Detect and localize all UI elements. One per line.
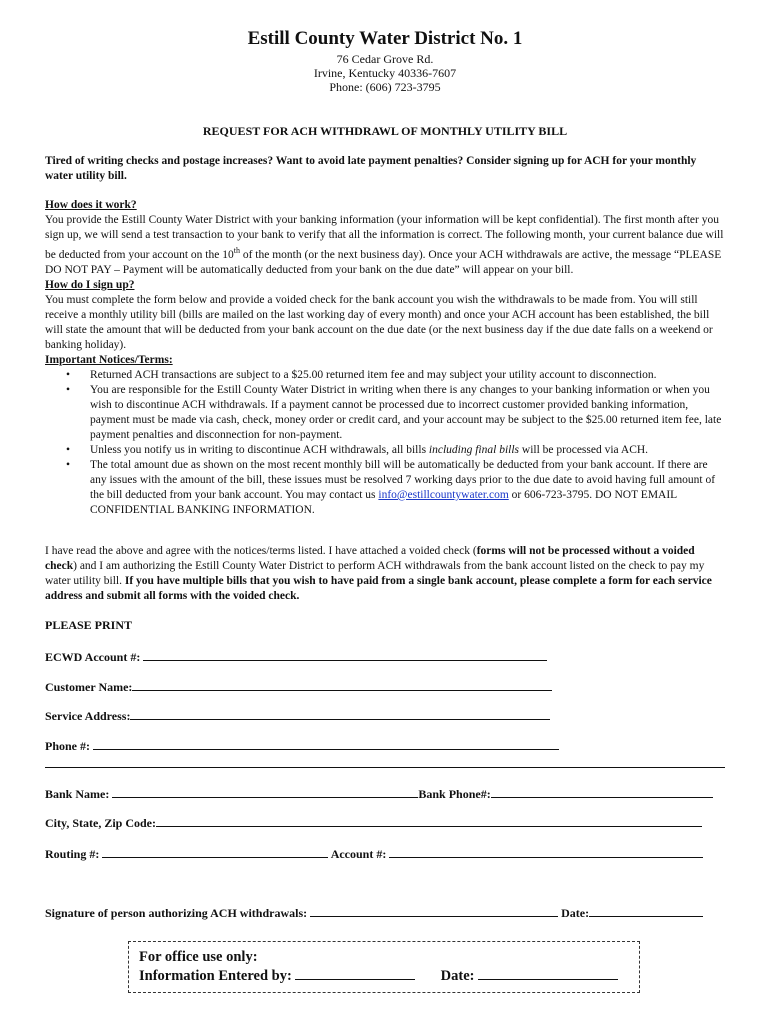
service-address-field[interactable]: Service Address:	[45, 708, 550, 724]
agreement-text: I have read the above and agree with the notices/terms listed. I have attached a voided check (forms will not be processed without a voided check) and I am authorizing the Estill County Water District to perform ACH withdrawals from the bank account listed on the check to pay my water utility bill. If you have multiple bills that you wish to have paid from a single bank account, please complete a form for each service address and submit all forms with the voided check.	[45, 545, 712, 602]
office-date-line[interactable]	[478, 966, 618, 980]
signature-date-line[interactable]	[589, 905, 703, 917]
bank-phone-label: Bank Phone#:	[418, 787, 491, 801]
customer-name-line[interactable]	[132, 679, 552, 691]
please-print-label: PLEASE PRINT	[45, 618, 133, 632]
how-it-works-text: You provide the Estill County Water District with your banking information (your information will be kept confidential). The first month after you sign up, we will send a test transaction to your bank to verify that all the information is correct. The following month, your current balance due will be deducted from your account on the 10th of the month (or the next business day). Once your ACH withdrawals are active, the message “PLEASE DO NOT PAY – Payment will be automatically deducted from your bank on the due date” will appear on your bill.	[45, 214, 724, 276]
section-divider	[45, 767, 725, 768]
bank-name-field[interactable]: Bank Name: Bank Phone#:	[45, 786, 713, 802]
phone-line: Phone: (606) 723-3795	[329, 80, 441, 94]
signature-line[interactable]	[310, 905, 558, 917]
phone-line-blank[interactable]	[93, 738, 559, 750]
office-date-label: Date:	[440, 968, 475, 984]
account-number-label: Account #:	[330, 847, 387, 861]
notice-item: • Unless you notify us in writing to discontinue ACH withdrawals, all bills including final bills will be processed via ACH.	[66, 443, 649, 456]
customer-name-field[interactable]: Customer Name:	[45, 679, 552, 695]
routing-line[interactable]	[102, 846, 328, 858]
intro-text: Tired of writing checks and postage increases? Want to avoid late payment penalties? Consider signing up for ACH for your monthly water utility bill.	[45, 155, 697, 182]
signature-date-label: Date:	[561, 906, 590, 920]
notice-item: • The total amount due as shown on the most recent monthly bill will be automatically be deducted from your bank account. If there are any issues with the amount of the bill, these issues must be resolved 7 working days prior to the due date to avoid having full amount of the bill deducted from your bank account. You may contact us info@estillcountywater.com or 606-723-3795. DO NOT EMAIL CONFIDENTIAL BANKING INFORMATION.	[66, 458, 716, 516]
ecwd-account-field[interactable]: ECWD Account #:	[45, 649, 547, 665]
notice-item: • You are responsible for the Estill County Water District in writing when there is any changes to your banking information or when you wish to discontinue ACH withdrawals. If a payment cannot be processed due to incorrect customer provided banking information, payment must be made via cash, check, money order or credit card, and your account may be subject to the $25.00 returned item fee, late payment penalties and disconnection for non-payment.	[66, 383, 722, 441]
district-title: Estill County Water District No. 1	[247, 28, 523, 49]
routing-field[interactable]: Routing #: Account #:	[45, 846, 703, 862]
signature-field[interactable]: Signature of person authorizing ACH withdrawals: Date:	[45, 905, 703, 921]
city-state-zip-line[interactable]	[156, 815, 702, 827]
office-use-title: For office use only:	[139, 949, 258, 965]
form-heading: REQUEST FOR ACH WITHDRAWL OF MONTHLY UTILITY BILL	[202, 124, 568, 138]
sign-up-text: You must complete the form below and provide a voided check for the bank account you wish the withdrawals to be made from. You will still receive a monthly utility bill (bills are mailed on the last working day of every month) and once your ACH account has been established, the bill will state the amount that will be deducted from your bank account on the due date (or the next business day if the due date falls on a weekend or banking holiday).	[45, 293, 713, 351]
address-line-1: 76 Cedar Grove Rd.	[336, 52, 434, 66]
notices-heading: Important Notices/Terms:	[45, 353, 173, 366]
sign-up-heading: How do I sign up?	[45, 278, 135, 291]
ecwd-account-line[interactable]	[143, 649, 547, 661]
notices-list	[45, 368, 725, 518]
entered-by-line[interactable]	[295, 966, 415, 980]
account-number-line[interactable]	[389, 846, 703, 858]
phone-field[interactable]: Phone #:	[45, 738, 559, 754]
how-it-works-heading: How does it work?	[45, 199, 137, 211]
how-it-works-section	[45, 198, 725, 518]
address-line-2: Irvine, Kentucky 40336-7607	[313, 66, 457, 80]
service-address-line[interactable]	[130, 708, 550, 720]
city-state-zip-field[interactable]: City, State, Zip Code:	[45, 815, 702, 831]
office-use-row: Information Entered by: Date:	[139, 966, 629, 985]
email-link[interactable]: info@estillcountywater.com	[378, 488, 509, 501]
bank-name-line[interactable]	[112, 786, 418, 798]
bank-phone-line[interactable]	[491, 786, 713, 798]
notice-item: • Returned ACH transactions are subject to a $25.00 returned item fee and may subject your utility account to disconnection.	[66, 368, 657, 381]
office-use-box	[128, 941, 640, 993]
